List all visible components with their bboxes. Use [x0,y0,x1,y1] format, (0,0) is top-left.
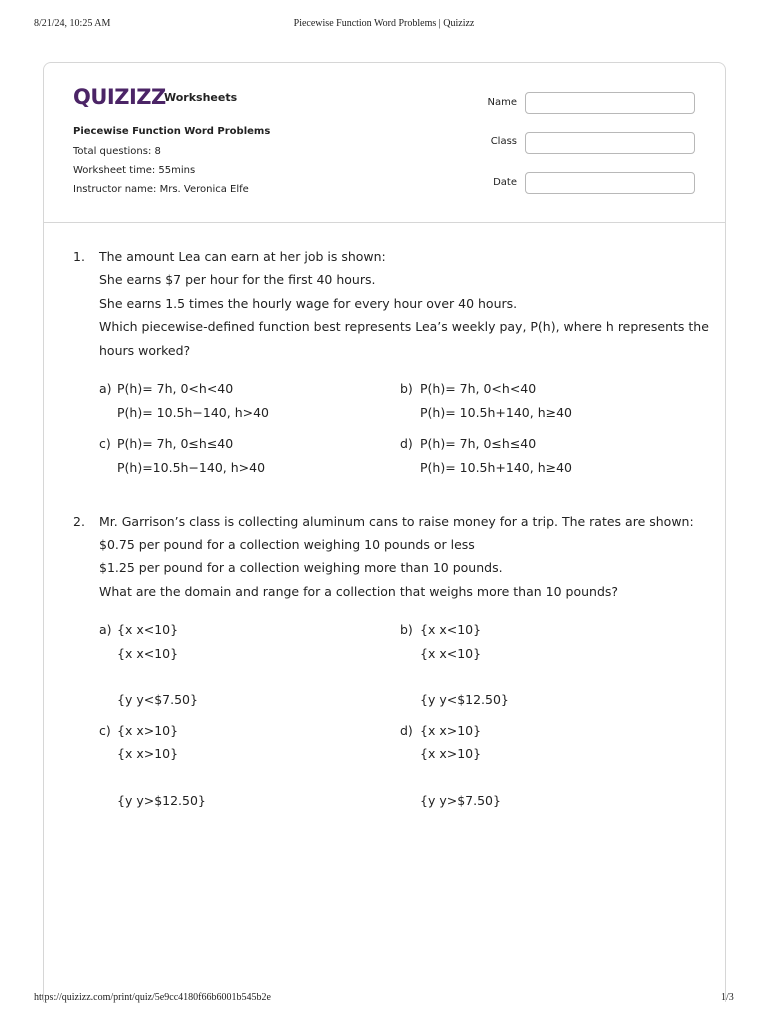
option-a-line3: {y y<$7.50} [117,692,198,707]
total-questions: Total questions: 8 [73,146,161,157]
option-c-letter: c) [99,723,111,738]
print-datetime: 8/21/24, 10:25 AM [34,18,111,29]
question-text-line: Mr. Garrison’s class is collecting aluminum cans to raise money for a trip. The rates are shown: [99,514,694,529]
date-label: Date [493,177,517,188]
worksheet-card [43,62,726,1002]
question-text-line: The amount Lea can earn at her job is shown: [99,249,386,264]
class-label: Class [490,136,517,147]
option-b-line2: {x x<10} [420,646,482,661]
option-b-line1: {x x<10} [420,622,482,637]
question-text-line: $0.75 per pound for a collection weighing 10 pounds or less [99,537,475,552]
option-c-line3: {y y>$12.50} [117,793,206,808]
quizizz-logo: QUIZIZZ [73,85,166,109]
question-text-line: $1.25 per pound for a collection weighing more than 10 pounds. [99,560,503,575]
option-c-letter: c) [99,436,111,451]
option-c-line2: {x x>10} [117,746,179,761]
option-a-line2: {x x<10} [117,646,179,661]
question-text-line: hours worked? [99,343,191,358]
option-c-line1: {x x>10} [117,723,179,738]
option-d-letter: d) [400,723,413,738]
worksheet-time: Worksheet time: 55mins [73,165,196,176]
instructor-name: Instructor name: Mrs. Veronica Elfe [73,184,249,195]
date-field[interactable] [525,172,695,194]
option-b-letter: b) [400,622,413,637]
question-number: 2. [73,514,85,529]
option-d-line2: {x x>10} [420,746,482,761]
option-a-line1: {x x<10} [117,622,179,637]
worksheet-title: Piecewise Function Word Problems [73,126,271,137]
question-text-line: She earns 1.5 times the hourly wage for every hour over 40 hours. [99,296,518,311]
option-b-line3: {y y<$12.50} [420,692,509,707]
option-a-letter: a) [99,622,112,637]
logo-subtitle: Worksheets [164,91,238,104]
option-d-line1: P(h)= 7h, 0≤h≤40 [420,436,537,451]
question-text-line: She earns $7 per hour for the first 40 hours. [99,272,376,287]
option-c-line2: P(h)=10.5h−140, h>40 [117,460,266,475]
option-a-letter: a) [99,381,112,396]
name-field[interactable] [525,92,695,114]
name-label: Name [487,97,517,108]
print-page-number: 1/3 [721,992,734,1003]
option-d-line2: P(h)= 10.5h+140, h≥40 [420,460,572,475]
option-d-line3: {y y>$7.50} [420,793,501,808]
print-page-title: Piecewise Function Word Problems | Quizizz [293,18,475,29]
print-url: https://quizizz.com/print/quiz/5e9cc4180f66b6001b545b2e [34,992,271,1003]
option-b-line1: P(h)= 7h, 0<h<40 [420,381,537,396]
option-b-letter: b) [400,381,413,396]
question-text-line: Which piecewise-defined function best represents Lea’s weekly pay, P(h), where h represents the [99,319,709,334]
option-d-line1: {x x>10} [420,723,482,738]
option-b-line2: P(h)= 10.5h+140, h≥40 [420,405,572,420]
option-c-line1: P(h)= 7h, 0≤h≤40 [117,436,234,451]
class-field[interactable] [525,132,695,154]
option-d-letter: d) [400,436,413,451]
header-divider [44,222,725,223]
question-text-line: What are the domain and range for a collection that weighs more than 10 pounds? [99,584,619,599]
option-a-line2: P(h)= 10.5h−140, h>40 [117,405,269,420]
option-a-line1: P(h)= 7h, 0<h<40 [117,381,234,396]
question-number: 1. [73,249,85,264]
